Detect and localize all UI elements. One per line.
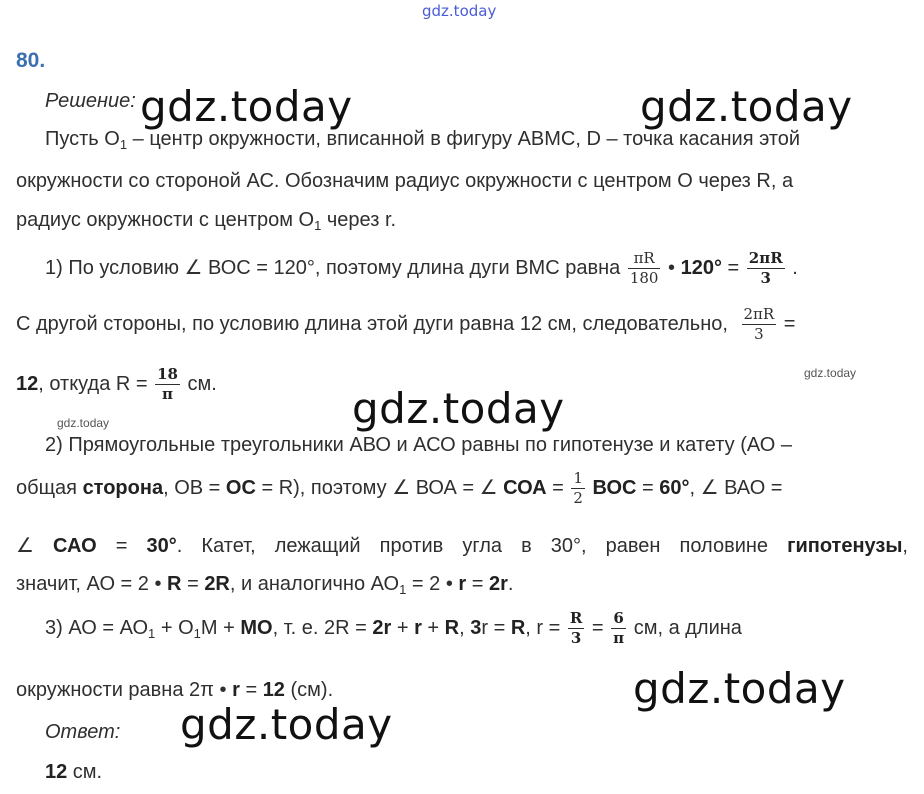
watermark-3: gdz.today [352, 384, 565, 433]
answer-label: Ответ: [45, 721, 121, 743]
step2-line-4: значит, АО = 2 • R = 2R, и аналогично $АО_1 = 2$ • r = 2r. [16, 573, 514, 597]
watermark-5: gdz.today [180, 700, 393, 749]
step3-line-2: окружности равна 2π • r = 12 (см). [16, 679, 334, 701]
watermark-small-1: gdz.today [804, 366, 857, 380]
watermark-2: gdz.today [640, 82, 853, 131]
step1-line-1: 1) По условию ∠ ВОС = 120°, поэтому длина дуги ВМС равна $\frac{\pi R}{180}$ • 120° = $\frac{2\pi R}{3}$ . [45, 249, 798, 288]
watermark-4: gdz.today [633, 664, 846, 713]
intro-line-3: радиус окружности с центром $О_1$ через r. [16, 209, 397, 233]
fraction-R-3: $\frac{R}{3}$ [569, 609, 583, 648]
fraction-18-pi: $\frac{18}{\pi}$ [157, 365, 178, 404]
problem-number: 80. [16, 49, 46, 72]
answer-value: 12 см. [45, 761, 103, 783]
watermark-1: gdz.today [140, 82, 353, 131]
fraction-one-half: $\frac{1}{2}$ [573, 469, 583, 508]
watermark-top: gdz.today [422, 2, 497, 20]
watermark-small-2: gdz.today [57, 416, 110, 430]
fraction-6-pi: $\frac{6}{\pi}$ [613, 609, 625, 648]
step1-line-2: С другой стороны, по условию длина этой дуги равна 12 см, следовательно, $\frac{2\pi R}{3}$ = [16, 305, 796, 344]
step2-line-2: общая сторона, ОВ = ОС = R), поэтому ∠ ВОА = ∠ СОА = $\frac{1}{2}$ ВОС = 60°, ∠ ВАО = [16, 469, 783, 508]
step3-line-1: 3) АО = $АО_1 + О_1М$ + МО, т. е. 2R = 2r + r + R, 3r = R, r = $\frac{R}{3}$ = $\frac{6}{\pi}$ см, а длина [45, 609, 742, 648]
solution-label: Решение: [45, 90, 136, 112]
step1-line-3: 12, откуда R = $\frac{18}{\pi}$ см. [16, 365, 217, 404]
intro-line-2: окружности со стороной АС. Обозначим радиус окружности с центром О через R, а [16, 170, 794, 192]
step2-line-3: ∠ САО = 30°. Катет, лежащий против угла в 30°, равен половине гипотенузы, [16, 535, 908, 557]
step2-line-1: 2) Прямоугольные треугольники АВО и АСО равны по гипотенузе и катету (АО – [45, 434, 793, 456]
fraction-2piR-3-b: $\frac{2\pi R}{3}$ [743, 305, 775, 344]
fraction-piR-180: $\frac{\pi R}{180}$ [629, 249, 659, 288]
fraction-2piR-3: $\frac{2\pi R}{3}$ [748, 249, 783, 288]
intro-line-1: Пусть $О_1$ – центр окружности, вписанной в фигуру АВМС, D – точка касания этой [45, 128, 801, 152]
